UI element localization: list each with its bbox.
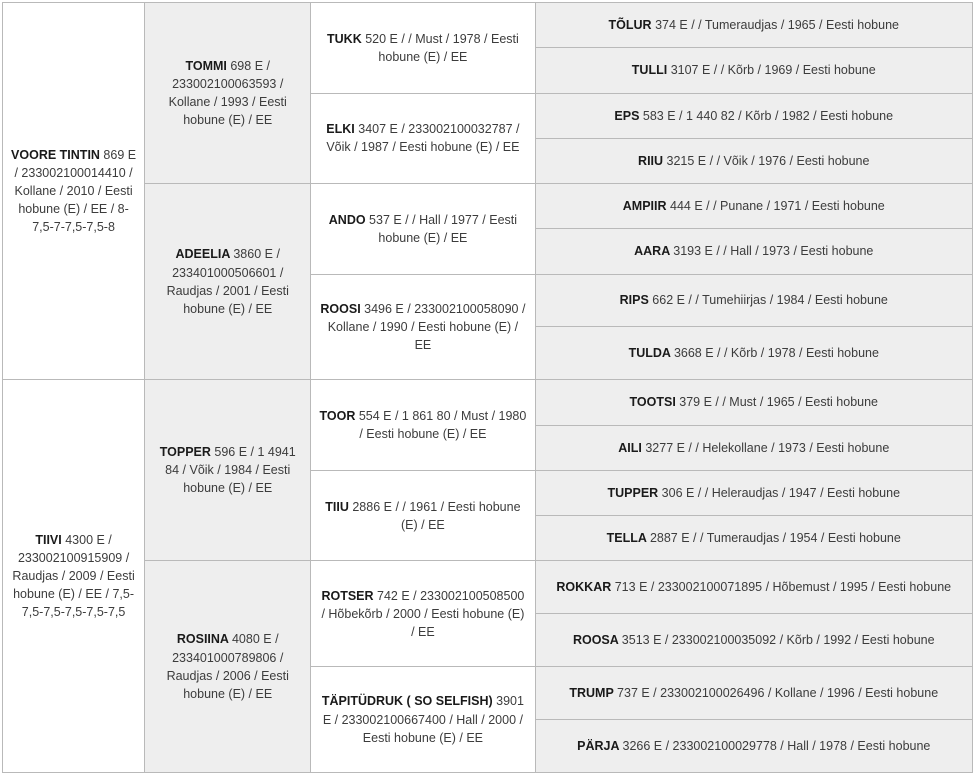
pedigree-cell-gen2-1[interactable]: [145, 3, 311, 184]
horse-name: VOORE TINTIN: [11, 147, 104, 162]
horse-details: 3193 E / / Hall / 1973 / Eesti hobune: [673, 244, 874, 259]
horse-details: 374 E / / Tumeraudjas / 1965 / Eesti hobune: [655, 18, 899, 33]
horse-details: 537 E / / Hall / 1977 / Eesti hobune (E) / EE: [369, 212, 518, 245]
pedigree-cell-gen4-11[interactable]: [535, 470, 972, 515]
horse-details: 3901 E / 233002100667400 / Hall / 2000 / Eesti hobune (E) / EE: [322, 694, 524, 745]
horse-details: 3277 E / / Helekollane / 1973 / Eesti hobune: [645, 440, 890, 455]
horse-name: RIPS: [619, 293, 653, 308]
horse-name: TÕLUR: [608, 18, 656, 33]
pedigree-cell-gen4-14[interactable]: [535, 614, 972, 667]
horse-details: 662 E / / Tumehiirjas / 1984 / Eesti hobune: [652, 293, 888, 308]
horse-details: 737 E / 233002100026496 / Kollane / 1996 / Eesti hobune: [617, 686, 939, 701]
table-row: [3, 561, 973, 614]
horse-details: 2887 E / / Tumeraudjas / 1954 / Eesti hobune: [649, 531, 901, 546]
horse-details: 379 E / / Must / 1965 / Eesti hobune: [679, 395, 879, 410]
pedigree-cell-gen2-4[interactable]: [145, 561, 311, 773]
horse-name: ROOSA: [572, 633, 622, 648]
horse-name: RIIU: [638, 153, 667, 168]
horse-name: ROSIINA: [176, 632, 232, 647]
horse-details: 3407 E / 233002100032787 / Võik / 1987 / Eesti hobune (E) / EE: [326, 122, 520, 155]
horse-details: 698 E / 233002100063593 / Kollane / 1993 / Eesti hobune (E) / EE: [168, 58, 287, 128]
horse-details: 583 E / 1 440 82 / Kõrb / 1982 / Eesti hobune: [642, 108, 894, 123]
pedigree-cell-gen3-2[interactable]: [311, 93, 535, 184]
pedigree-cell-gen4-4[interactable]: [535, 138, 972, 183]
horse-name: ELKI: [326, 122, 359, 137]
horse-name: TIIU: [325, 499, 353, 514]
pedigree-cell-gen3-1[interactable]: [311, 3, 535, 94]
pedigree-cell-gen3-6[interactable]: [311, 470, 535, 561]
horse-name: EPS: [614, 108, 643, 123]
horse-name: TOOR: [319, 408, 359, 423]
horse-details: 3496 E / 233002100058090 / Kollane / 1990 / Eesti hobune (E) / EE: [327, 301, 526, 353]
horse-details: 596 E / 1 4941 84 / Võik / 1984 / Eesti hobune (E) / EE: [165, 445, 296, 496]
horse-name: TIIVI: [35, 532, 66, 547]
pedigree-cell-gen3-3[interactable]: [311, 184, 535, 275]
horse-details: 554 E / 1 861 80 / Must / 1980 / Eesti hobune (E) / EE: [358, 408, 527, 442]
pedigree-cell-gen4-10[interactable]: [535, 425, 972, 470]
horse-details: 3668 E / / Kõrb / 1978 / Eesti hobune: [673, 346, 879, 361]
pedigree-cell-gen4-5[interactable]: [535, 184, 972, 229]
table-row: [3, 184, 973, 229]
horse-name: AARA: [634, 244, 674, 259]
pedigree-cell-gen4-2[interactable]: [535, 48, 972, 93]
horse-name: ROOSI: [320, 301, 365, 316]
horse-details: 3215 E / / Võik / 1976 / Eesti hobune: [666, 153, 870, 168]
horse-name: ADEELIA: [175, 247, 234, 262]
horse-details: 4080 E / 233401000789806 / Raudjas / 2006 / Eesti hobune (E) / EE: [166, 632, 289, 701]
horse-details: 869 E / 233002100014410 / Kollane / 2010 / Eesti hobune (E) / EE / 8-7,5-7-7,5-7,5-8: [14, 147, 137, 235]
table-row: [3, 3, 973, 48]
horse-details: 2886 E / / 1961 / Eesti hobune (E) / EE: [352, 499, 521, 532]
pedigree-cell-gen3-8[interactable]: [311, 667, 535, 773]
horse-details: 3860 E / 233401000506601 / Raudjas / 2001 / Eesti hobune (E) / EE: [166, 247, 289, 316]
pedigree-cell-gen4-12[interactable]: [535, 516, 972, 561]
horse-name: TUKK: [327, 31, 366, 46]
pedigree-cell-gen2-3[interactable]: [145, 380, 311, 561]
pedigree-cell-gen4-3[interactable]: [535, 93, 972, 138]
pedigree-cell-gen3-5[interactable]: [311, 380, 535, 471]
horse-name: TOOTSI: [629, 395, 680, 410]
pedigree-cell-gen1-1[interactable]: [3, 3, 145, 380]
pedigree-cell-gen2-2[interactable]: [145, 184, 311, 380]
horse-details: 713 E / 233002100071895 / Hõbemust / 1995 / Eesti hobune: [614, 580, 952, 595]
pedigree-cell-gen4-13[interactable]: [535, 561, 972, 614]
horse-name: TOMMI: [185, 58, 231, 73]
horse-name: ROTSER: [321, 588, 377, 603]
horse-name: AILI: [618, 440, 646, 455]
horse-details: 3266 E / 233002100029778 / Hall / 1978 / Eesti hobune: [622, 738, 931, 753]
horse-name: ANDO: [328, 212, 370, 227]
horse-details: 520 E / / Must / 1978 / Eesti hobune (E) / EE: [365, 31, 519, 64]
horse-name: ROKKAR: [556, 580, 615, 595]
horse-details: 306 E / / Heleraudjas / 1947 / Eesti hobune: [661, 485, 901, 500]
pedigree-cell-gen4-7[interactable]: [535, 274, 972, 327]
horse-details: 3107 E / / Kõrb / 1969 / Eesti hobune: [670, 63, 876, 78]
table-row: [3, 380, 973, 425]
pedigree-cell-gen4-9[interactable]: [535, 380, 972, 425]
horse-details: 4300 E / 233002100915909 / Raudjas / 2009 / Eesti hobune (E) / EE / 7,5-7,5-7,5-7,5-7,5-7,5: [12, 532, 135, 620]
horse-name: AMPIIR: [622, 199, 670, 214]
pedigree-cell-gen4-16[interactable]: [535, 720, 972, 773]
pedigree-cell-gen4-8[interactable]: [535, 327, 972, 380]
pedigree-cell-gen4-1[interactable]: [535, 3, 972, 48]
horse-name: TULDA: [628, 346, 674, 361]
horse-name: TUPPER: [607, 485, 662, 500]
horse-details: 742 E / 233002100508500 / Hõbekõrb / 2000 / Eesti hobune (E) / EE: [321, 588, 525, 639]
pedigree-cell-gen1-2[interactable]: [3, 380, 145, 773]
pedigree-cell-gen3-7[interactable]: [311, 561, 535, 667]
horse-name: TELLA: [606, 531, 650, 546]
horse-name: TÄPITÜDRUK ( SO SELFISH): [321, 694, 497, 709]
pedigree-cell-gen4-15[interactable]: [535, 667, 972, 720]
horse-name: PÄRJA: [577, 738, 623, 753]
horse-name: TRUMP: [569, 686, 618, 701]
horse-name: TOPPER: [159, 445, 215, 460]
horse-name: TULLI: [631, 63, 671, 78]
horse-details: 3513 E / 233002100035092 / Kõrb / 1992 / Eesti hobune: [621, 633, 935, 648]
pedigree-table: [2, 2, 973, 773]
pedigree-cell-gen4-6[interactable]: [535, 229, 972, 274]
horse-details: 444 E / / Punane / 1971 / Eesti hobune: [670, 199, 885, 214]
pedigree-cell-gen3-4[interactable]: [311, 274, 535, 380]
